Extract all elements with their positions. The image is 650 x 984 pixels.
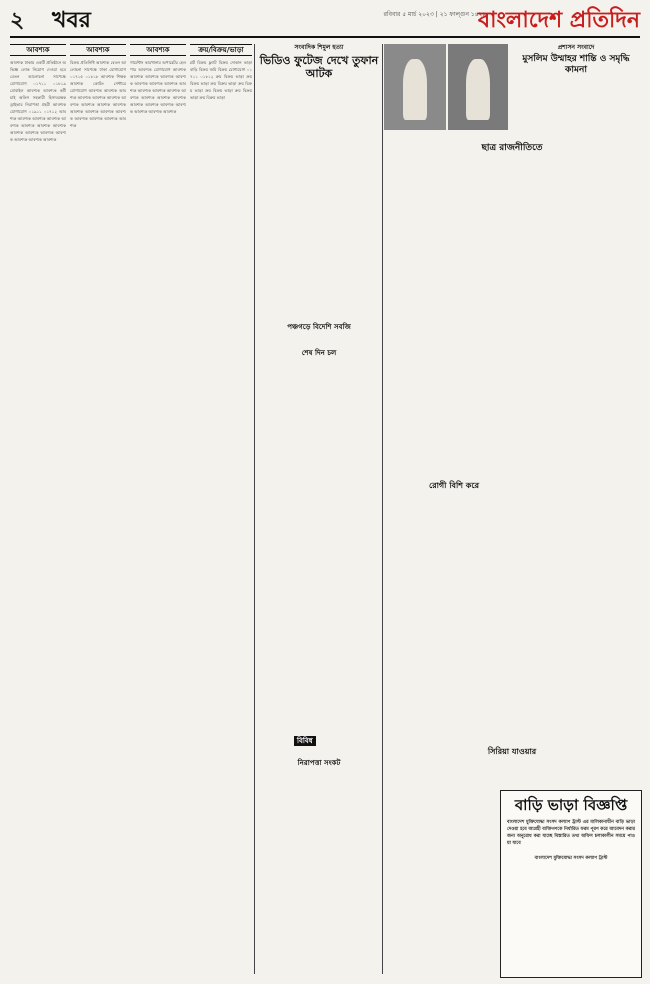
main-kicker: সংবাদিক শিমুল হত্যা — [294, 44, 344, 51]
news-photo-left — [384, 44, 446, 130]
column-text: গার্মেন্টস কারখানায় অপারেটর হেলপার আবশ্যক যোগাযোগ আবশ্যক আবশ্যক আবশ্যক আবশ্যক আবশ্যক আবশ্যক আবশ্যক আবশ্যক আবশ্যক আবশ্যক আবশ্যক আবশ্যক আবশ্যক আবশ্যক আবশ্যক আবশ্যক আবশ্যক আবশ্যক আবশ্যক আবশ্যক আবশ্যক আবশ্যক আবশ্যক — [130, 60, 186, 114]
column-heading: আবশ্যক — [70, 44, 126, 56]
main-headline: ভিডিও ফুটেজ দেখে তুফান আটক — [259, 54, 379, 80]
patient-headline: রোগী বিশি করে — [428, 481, 480, 490]
ad-title: বাড়ি ভাড়া বিজ্ঞপ্তি — [514, 796, 628, 814]
classified-column-4 — [190, 44, 252, 974]
page-number: ২ — [10, 8, 25, 33]
classified-column-1 — [10, 44, 66, 974]
date-line: রবিবার ৫ মার্চ ২০২৩ | ২১ ফাল্গুন ১৪২৯ — [383, 11, 487, 18]
news-photo-right — [448, 44, 508, 130]
right-kicker: প্রশাসন সংবাদে — [557, 44, 595, 51]
foreign-headline: পঞ্চগড়ে বিদেশি সবজি — [287, 323, 351, 331]
column-text: আবশ্যক ঢাকায় একটি প্রতিষ্ঠানে অভিজ্ঞ লোক নিয়োগ দেওয়া হবে বেতন আলোচনা সাপেক্ষে যোগাযোগ ০১৭১১ ০১৮১৯ মোবাইল আবশ্যক আবশ্যক কর্মী চাই অফিস সহকারী হিসাবরক্ষক ড্রাইভার নিরাপত্তা প্রহরী আবশ্যক যোগাযোগ ০১৯১১ ০১৭১২ আবশ্যক আবশ্যক আবশ্যক আবশ্যক আবশ্যক আবশ্যক আবশ্যক আবশ্যক আবশ্যক আবশ্যক আবশ্যক আবশ্যক আবশ্যক আবশ্যক আবশ্যক — [10, 60, 66, 142]
column-heading: আবশ্যক — [130, 44, 186, 56]
ad-signature: বাংলাদেশ মুক্তিযোদ্ধা সংসদ কল্যাণ ট্রাস্ট — [534, 856, 608, 861]
misc-section-tag: বিবিধ — [294, 736, 316, 746]
column-heading: ক্রয়/বিক্রয়/ভাড়া — [190, 44, 252, 56]
masthead — [10, 6, 640, 38]
center-headline: ছাত্র রাজনীতিতে — [481, 143, 543, 153]
ad-body: বাংলাদেশ মুক্তিযোদ্ধা সংসদ কল্যাণ ট্রাস্ট এর মালিকানাধীন বাড়ি ভাড়া দেওয়া হবে আগ্রহী ব্যক্তিগণকে নির্ধারিত ফরম পূরণ করে আবেদন করার জন্য অনুরোধ করা যাচ্ছে বিস্তারিত তথ্য অফিস চলাকালীন সময়ে পাওয়া যাবে — [507, 820, 635, 846]
column-rule — [382, 44, 383, 974]
column-heading: আবশ্যক — [10, 44, 66, 56]
section-title: খবর — [52, 8, 91, 33]
end-headline: শেষ দিন চল — [301, 349, 337, 357]
column-rule — [254, 44, 255, 974]
house-rent-ad — [500, 790, 642, 978]
classified-column-2 — [70, 44, 126, 974]
newspaper-logo: বাংলাদেশ প্রতিদিন — [477, 7, 640, 33]
column-text: প্লট বিক্রয় ফ্ল্যাট বিক্রয় দোকান ভাড়া বাড়ি বিক্রয় জমি বিক্রয় যোগাযোগ ০১৭১১ ০১৮১২ ক্রয় বিক্রয় ভাড়া ক্রয় বিক্রয় ভাড়া ক্রয় বিক্রয় ভাড়া ক্রয় বিক্রয় ভাড়া ক্রয় বিক্রয় ভাড়া ক্রয় বিক্রয় ভাড়া ক্রয় বিক্রয় ভাড়া — [190, 60, 252, 100]
right-headline: মুসলিম উম্মাহর শান্তি ও সমৃদ্ধি কামনা — [522, 54, 630, 75]
column-text: বিক্রয় প্রতিনিধি আবশ্যক বেতন আলোচনা সাপেক্ষে ঢাকা যোগাযোগ ০১৭১৫ ০১৮১৮ আবশ্যক শিক্ষক আবশ্যক কোচিং সেন্টারে যোগাযোগ আবশ্যক আবশ্যক আবশ্যক আবশ্যক আবশ্যক আবশ্যক আবশ্যক আবশ্যক আবশ্যক আবশ্যক আবশ্যক আবশ্যক আবশ্যক আবশ্যক আবশ্যক আবশ্যক আবশ্যক আবশ্যক — [70, 60, 126, 128]
bottom-headline: নিরাপত্তা সংকট — [297, 759, 341, 767]
classified-column-3 — [130, 44, 186, 974]
syria-headline: সিরিয়া যাওয়ার — [487, 747, 537, 756]
